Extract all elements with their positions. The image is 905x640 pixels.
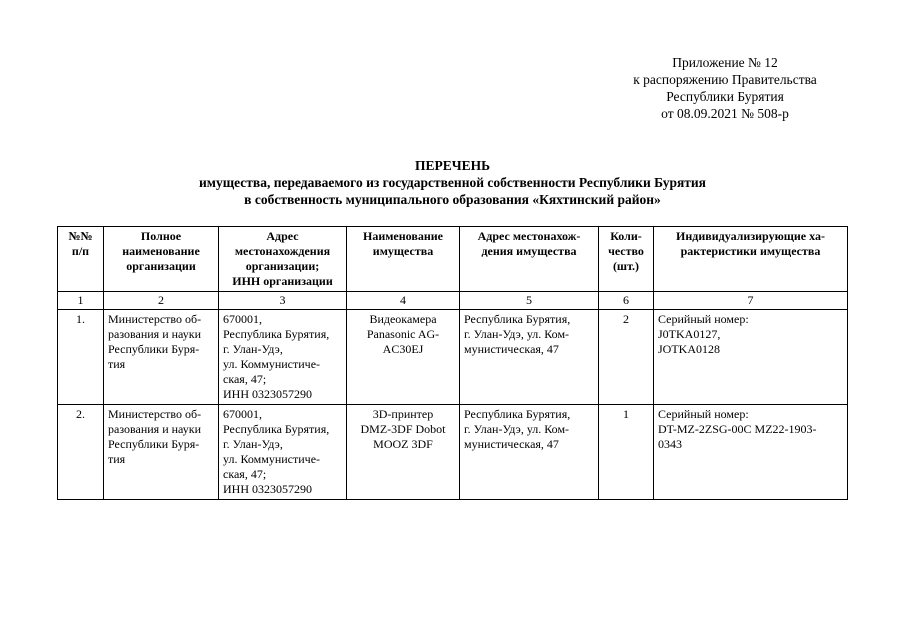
item-address xyxy=(460,405,599,500)
cell-line: организации; xyxy=(245,259,320,273)
cell-line: 670001, xyxy=(223,312,262,326)
cell-line: DMZ-3DF Dobot xyxy=(360,422,446,436)
column-number: 5 xyxy=(460,292,599,310)
cell-line: №№ xyxy=(68,229,93,243)
table-row xyxy=(58,310,848,405)
cell-line: Серийный номер: xyxy=(658,407,749,421)
header-cell xyxy=(599,227,654,292)
cell-line: Индивидуализирующие ха- xyxy=(676,229,825,243)
item-name xyxy=(347,310,460,405)
cell-line: дения имущества xyxy=(481,244,577,258)
cell-line: ул. Коммунистиче- xyxy=(223,357,321,371)
cell-line: разования и науки xyxy=(108,327,202,341)
item-address xyxy=(460,310,599,405)
cell-line: Адрес xyxy=(266,229,299,243)
cell-line: местонахождения xyxy=(234,244,331,258)
cell-line: Полное xyxy=(140,229,182,243)
item-name xyxy=(347,405,460,500)
property-table xyxy=(57,226,848,500)
item-characteristics xyxy=(654,310,848,405)
row-number: 2. xyxy=(58,405,104,500)
cell-line: Республика Бурятия, xyxy=(464,312,571,326)
header-cell xyxy=(347,227,460,292)
cell-line: ская, 47; xyxy=(223,372,267,386)
cell-line: наименование xyxy=(122,244,200,258)
column-number: 4 xyxy=(347,292,460,310)
header-cell xyxy=(58,227,104,292)
cell-line: Panasonic AG- xyxy=(366,327,440,341)
cell-line: чество xyxy=(608,244,644,258)
cell-line: г. Улан-Удэ, xyxy=(223,437,283,451)
cell-line: JOTKA0128 xyxy=(658,342,720,356)
title-line: имущества, передаваемого из государственной собственности Республики Бурятия xyxy=(199,175,706,190)
cell-line: мунистическая, 47 xyxy=(464,437,559,451)
cell-line: разования и науки xyxy=(108,422,202,436)
header-cell xyxy=(219,227,347,292)
appendix-line: к распоряжению Правительства xyxy=(633,72,817,87)
appendix-line: от 08.09.2021 № 508-р xyxy=(661,106,789,121)
cell-line: Республика Бурятия, xyxy=(464,407,571,421)
cell-line: имущества xyxy=(372,244,434,258)
cell-line: ул. Коммунистиче- xyxy=(223,452,321,466)
appendix-line: Республики Бурятия xyxy=(666,89,784,104)
item-quantity: 1 xyxy=(599,405,654,500)
cell-line: Министерство об- xyxy=(108,312,202,326)
cell-line: мунистическая, 47 xyxy=(464,342,559,356)
cell-line: Наименование xyxy=(363,229,443,243)
cell-line: J0TKA0127, xyxy=(658,327,721,341)
cell-line: (шт.) xyxy=(612,259,640,273)
cell-line: п/п xyxy=(71,244,90,258)
appendix-line: Приложение № 12 xyxy=(672,55,778,70)
column-number: 3 xyxy=(219,292,347,310)
item-quantity: 2 xyxy=(599,310,654,405)
organization-address xyxy=(219,310,347,405)
column-number-row xyxy=(58,292,848,310)
organization-address xyxy=(219,405,347,500)
cell-line: Видеокамера xyxy=(369,312,437,326)
title-line: ПЕРЕЧЕНЬ xyxy=(414,158,491,173)
title-line: в собственность муниципального образования «Кяхтинский район» xyxy=(244,192,661,207)
document-title xyxy=(0,157,905,208)
column-number: 7 xyxy=(654,292,848,310)
table-row xyxy=(58,405,848,500)
header-cell xyxy=(654,227,848,292)
column-number: 6 xyxy=(599,292,654,310)
column-number: 2 xyxy=(104,292,219,310)
cell-line: 670001, xyxy=(223,407,262,421)
cell-line: Республики Буря- xyxy=(108,437,200,451)
cell-line: г. Улан-Удэ, ул. Ком- xyxy=(464,422,570,436)
organization-name xyxy=(104,405,219,500)
cell-line: Республика Бурятия, xyxy=(223,422,330,436)
column-number: 1 xyxy=(58,292,104,310)
cell-line: ИНН 0323057290 xyxy=(223,387,312,401)
cell-line: ИНН 0323057290 xyxy=(223,482,312,496)
cell-line: Министерство об- xyxy=(108,407,202,421)
cell-line: г. Улан-Удэ, ул. Ком- xyxy=(464,327,570,341)
cell-line: MOOZ 3DF xyxy=(373,437,433,451)
appendix-block xyxy=(600,54,850,122)
cell-line: DT-MZ-2ZSG-00C MZ22-1903- xyxy=(658,422,817,436)
cell-line: Республика Бурятия, xyxy=(223,327,330,341)
cell-line: рактеристики имущества xyxy=(680,244,821,258)
organization-name xyxy=(104,310,219,405)
cell-line: AC30EJ xyxy=(382,342,424,356)
header-cell xyxy=(460,227,599,292)
cell-line: ская, 47; xyxy=(223,467,267,481)
cell-line: Серийный номер: xyxy=(658,312,749,326)
cell-line: ИНН организации xyxy=(232,274,333,288)
cell-line: г. Улан-Удэ, xyxy=(223,342,283,356)
cell-line: организации xyxy=(126,259,196,273)
cell-line: тия xyxy=(108,357,126,371)
cell-line: Коли- xyxy=(610,229,642,243)
cell-line: 3D-принтер xyxy=(372,407,434,421)
cell-line: Республики Буря- xyxy=(108,342,200,356)
row-number: 1. xyxy=(58,310,104,405)
cell-line: 0343 xyxy=(658,437,682,451)
item-characteristics xyxy=(654,405,848,500)
header-row xyxy=(58,227,848,292)
cell-line: тия xyxy=(108,452,126,466)
cell-line: Адрес местонахож- xyxy=(477,229,581,243)
header-cell xyxy=(104,227,219,292)
